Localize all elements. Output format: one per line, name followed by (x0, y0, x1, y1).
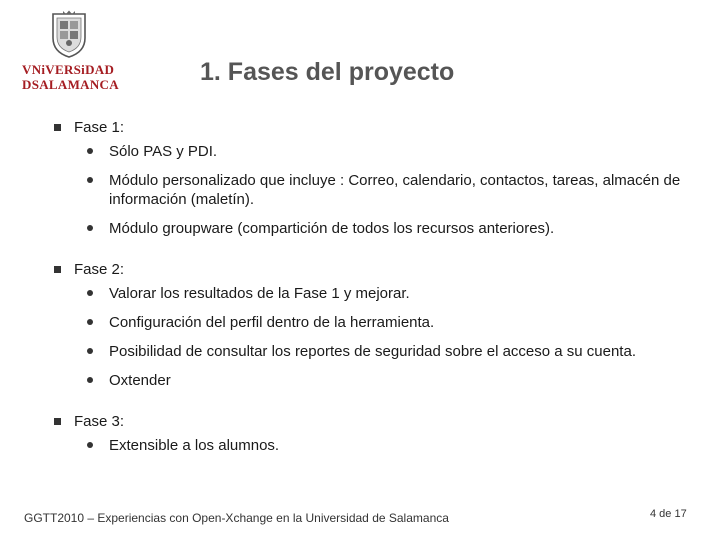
university-logo (22, 10, 119, 92)
list-item (52, 313, 702, 332)
phase-label: Fase 2: (74, 261, 125, 278)
list-item-text: Valorar los resultados de la Fase 1 y mejorar. (109, 285, 410, 302)
bullet-icon (87, 348, 93, 354)
square-bullet-icon (54, 266, 61, 273)
list-item-text: Configuración del perfil dentro de la herramienta. (109, 314, 435, 331)
square-bullet-icon (54, 418, 61, 425)
phase-2-section (52, 260, 702, 390)
phase-items (52, 436, 702, 455)
list-item (52, 371, 702, 390)
bullet-icon (87, 177, 93, 183)
logo-line-1: VNiVERSiDAD (22, 62, 115, 77)
phase-label: Fase 1: (74, 119, 125, 136)
page-number: 4 de 17 (650, 508, 687, 520)
list-item (52, 436, 702, 455)
square-bullet-icon (54, 124, 61, 131)
list-item-text: Oxtender (109, 372, 171, 389)
bullet-icon (87, 148, 93, 154)
phase-3-section (52, 412, 702, 455)
phase-1-section (52, 118, 702, 238)
phase-items (52, 284, 702, 390)
list-item (52, 284, 702, 303)
list-item (52, 171, 702, 209)
list-item (52, 219, 702, 238)
bullet-icon (87, 225, 93, 231)
list-item (52, 342, 702, 361)
logo-line-2: DSALAMANCA (22, 77, 119, 92)
list-item-text: Sólo PAS y PDI. (109, 143, 218, 160)
bullet-icon (87, 377, 93, 383)
list-item-text: Módulo groupware (compartición de todos los recursos anteriores). (109, 220, 555, 237)
phase-heading (52, 118, 702, 138)
bullet-icon (87, 442, 93, 448)
phase-label: Fase 3: (74, 413, 125, 430)
university-seal-icon (50, 10, 88, 58)
list-item (52, 142, 702, 161)
bullet-icon (87, 290, 93, 296)
bullet-icon (87, 319, 93, 325)
list-item-text: Extensible a los alumnos. (109, 437, 280, 454)
phase-heading (52, 412, 702, 432)
list-item-text: Posibilidad de consultar los reportes de seguridad sobre el acceso a su cuenta. (109, 343, 636, 360)
slide-title: 1. Fases del proyecto (200, 58, 455, 86)
list-item-text: Módulo personalizado que incluye : Correo, calendario, contactos, tareas, almacén de información (maletín). (109, 172, 681, 208)
phase-items (52, 142, 702, 238)
phase-heading (52, 260, 702, 280)
footer-text: GGTT2010 – Experiencias con Open-Xchange en la Universidad de Salamanca (24, 511, 449, 525)
slide-content (52, 118, 702, 455)
